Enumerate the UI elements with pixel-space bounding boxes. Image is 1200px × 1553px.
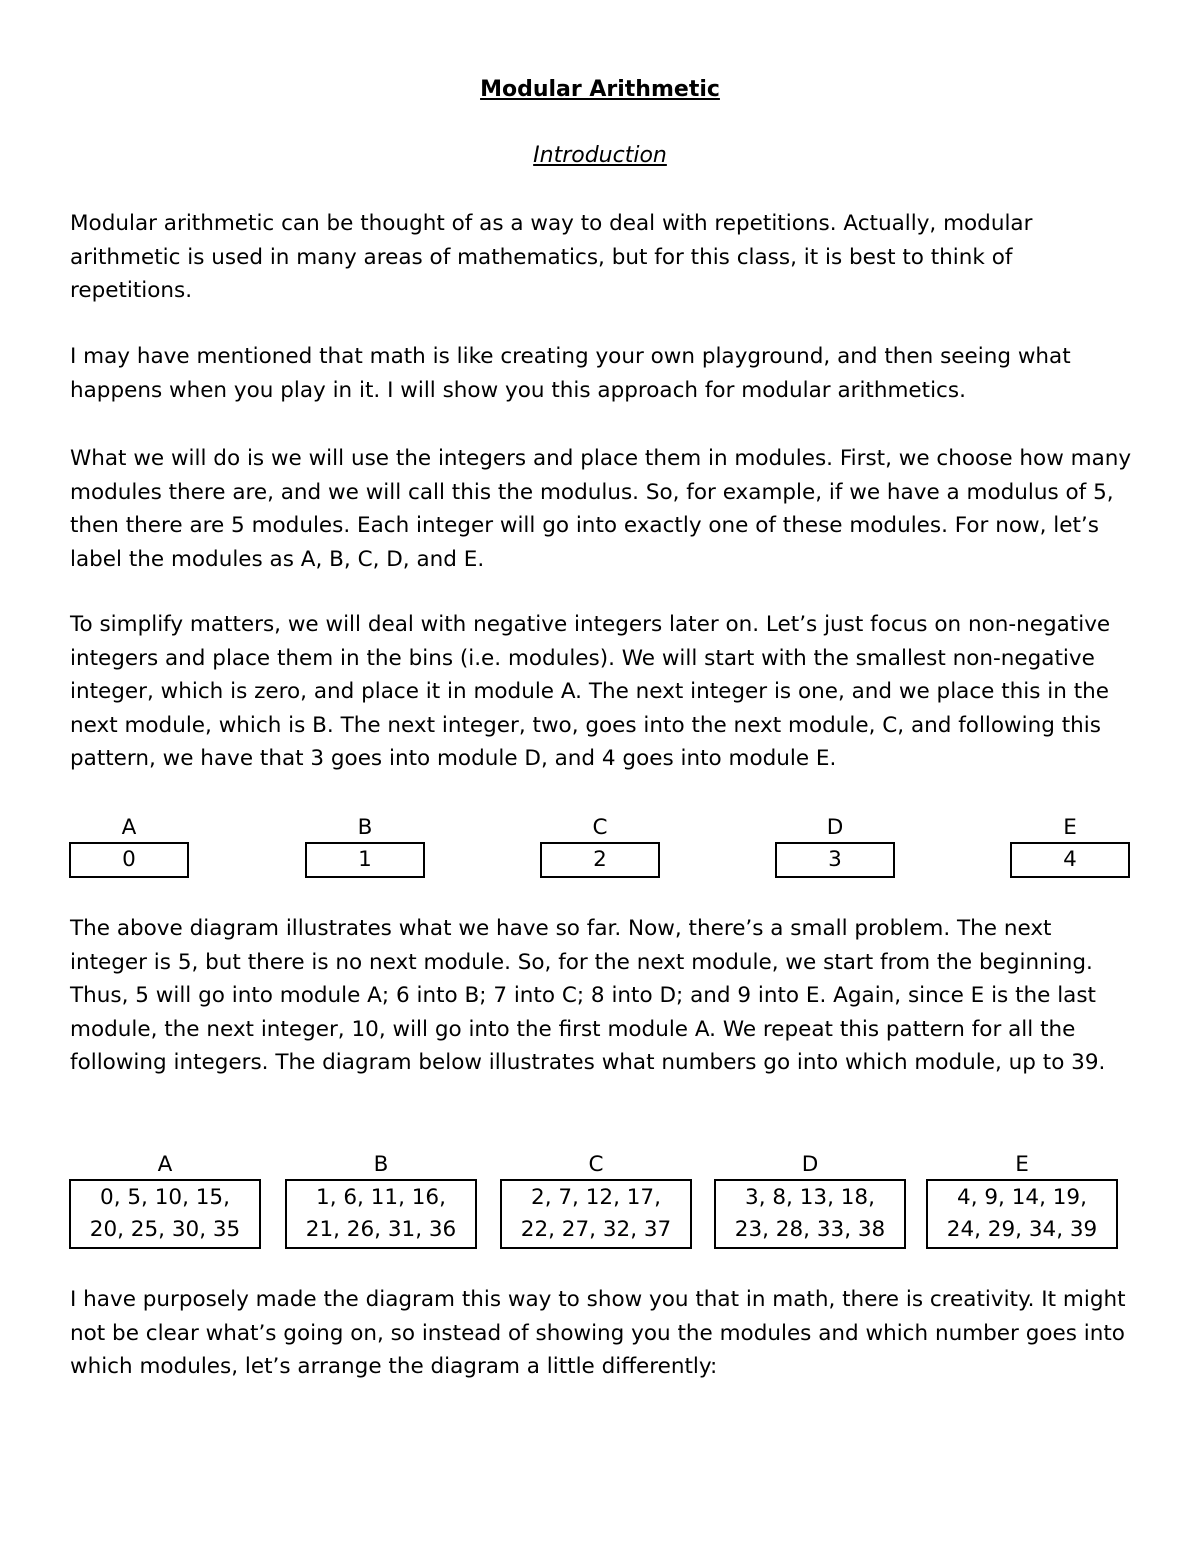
module-label: D bbox=[826, 815, 844, 840]
module-box bbox=[69, 1179, 261, 1249]
module-box: 0 bbox=[69, 842, 189, 878]
module-box: 1 bbox=[305, 842, 425, 878]
module-c bbox=[500, 1151, 692, 1249]
module-values-line: 23, 28, 33, 38 bbox=[734, 1217, 886, 1242]
page-title: Modular Arithmetic bbox=[480, 77, 720, 102]
paragraph-playground: I may have mentioned that math is like creating your own playground, and then seeing what happens when you play in it. I will show you this approach for modular arithmetics. bbox=[70, 344, 1071, 403]
module-d bbox=[775, 814, 895, 878]
module-label: E bbox=[1063, 815, 1077, 840]
module-label: C bbox=[588, 1152, 604, 1177]
module-b bbox=[305, 814, 425, 878]
module-c bbox=[540, 814, 660, 878]
paragraph-intro: Modular arithmetic can be thought of as a way to deal with repetitions. Actually, modular arithmetic is used in many areas of mathematics, but for this class, it is best to think of repetitions. bbox=[70, 211, 1033, 304]
module-box bbox=[285, 1179, 477, 1249]
module-values-line: 21, 26, 31, 36 bbox=[305, 1217, 457, 1242]
module-label: B bbox=[357, 815, 373, 840]
module-values-line: 3, 8, 13, 18, bbox=[745, 1185, 875, 1210]
module-box: 4 bbox=[1010, 842, 1130, 878]
module-a bbox=[69, 814, 189, 878]
module-values-line: 1, 6, 11, 16, bbox=[316, 1185, 446, 1210]
paragraph-wraparound: The above diagram illustrates what we have so far. Now, there’s a small problem. The next integer is 5, but there is no next module. So, for the next module, we start from the beginning. Thus, 5 will go into module A; 6 into B; 7 into C; 8 into D; and 9 into E. Again, since E is the last module, the next integer, 10, will go into the first module A. We repeat this pattern for all the following integers. The diagram below illustrates what numbers go into which module, up to 39. bbox=[70, 916, 1106, 1076]
module-box: 2 bbox=[540, 842, 660, 878]
module-label: A bbox=[121, 815, 137, 840]
module-e bbox=[1010, 814, 1130, 878]
module-box bbox=[714, 1179, 906, 1249]
module-a bbox=[69, 1151, 261, 1249]
module-label: A bbox=[157, 1152, 173, 1177]
module-values-line: 2, 7, 12, 17, bbox=[531, 1185, 661, 1210]
module-box bbox=[500, 1179, 692, 1249]
section-heading: Introduction bbox=[533, 143, 667, 168]
module-box bbox=[926, 1179, 1118, 1249]
module-label: C bbox=[592, 815, 608, 840]
paragraph-modules: What we will do is we will use the integers and place them in modules. First, we choose how many modules there are, and we will call this the modulus. So, for example, if we have a modulus of 5, then there are 5 modules. Each integer will go into exactly one of these modules. For now, let’s label the modules as A, B, C, D, and E. bbox=[70, 446, 1132, 572]
module-d bbox=[714, 1151, 906, 1249]
module-values-line: 24, 29, 34, 39 bbox=[946, 1217, 1098, 1242]
module-label: E bbox=[1015, 1152, 1029, 1177]
module-label: B bbox=[373, 1152, 389, 1177]
module-b bbox=[285, 1151, 477, 1249]
module-values-line: 20, 25, 30, 35 bbox=[89, 1217, 241, 1242]
paragraph-nonnegative: To simplify matters, we will deal with negative integers later on. Let’s just focus on non-negative integers and place them in the bins (i.e. modules). We will start with the smallest non-negative integer, which is zero, and place it in module A. The next integer is one, and we place this in the next module, which is B. The next integer, two, goes into the next module, C, and following this pattern, we have that 3 goes into module D, and 4 goes into module E. bbox=[70, 612, 1111, 772]
module-values-line: 22, 27, 32, 37 bbox=[520, 1217, 672, 1242]
module-e bbox=[926, 1151, 1118, 1249]
module-box: 3 bbox=[775, 842, 895, 878]
module-label: D bbox=[801, 1152, 819, 1177]
module-values-line: 4, 9, 14, 19, bbox=[957, 1185, 1087, 1210]
paragraph-creativity: I have purposely made the diagram this way to show you that in math, there is creativity. It might not be clear what’s going on, so instead of showing you the modules and which number goes into which modules, let’s arrange the diagram a little differently: bbox=[70, 1287, 1126, 1380]
module-values-line: 0, 5, 10, 15, bbox=[100, 1185, 230, 1210]
